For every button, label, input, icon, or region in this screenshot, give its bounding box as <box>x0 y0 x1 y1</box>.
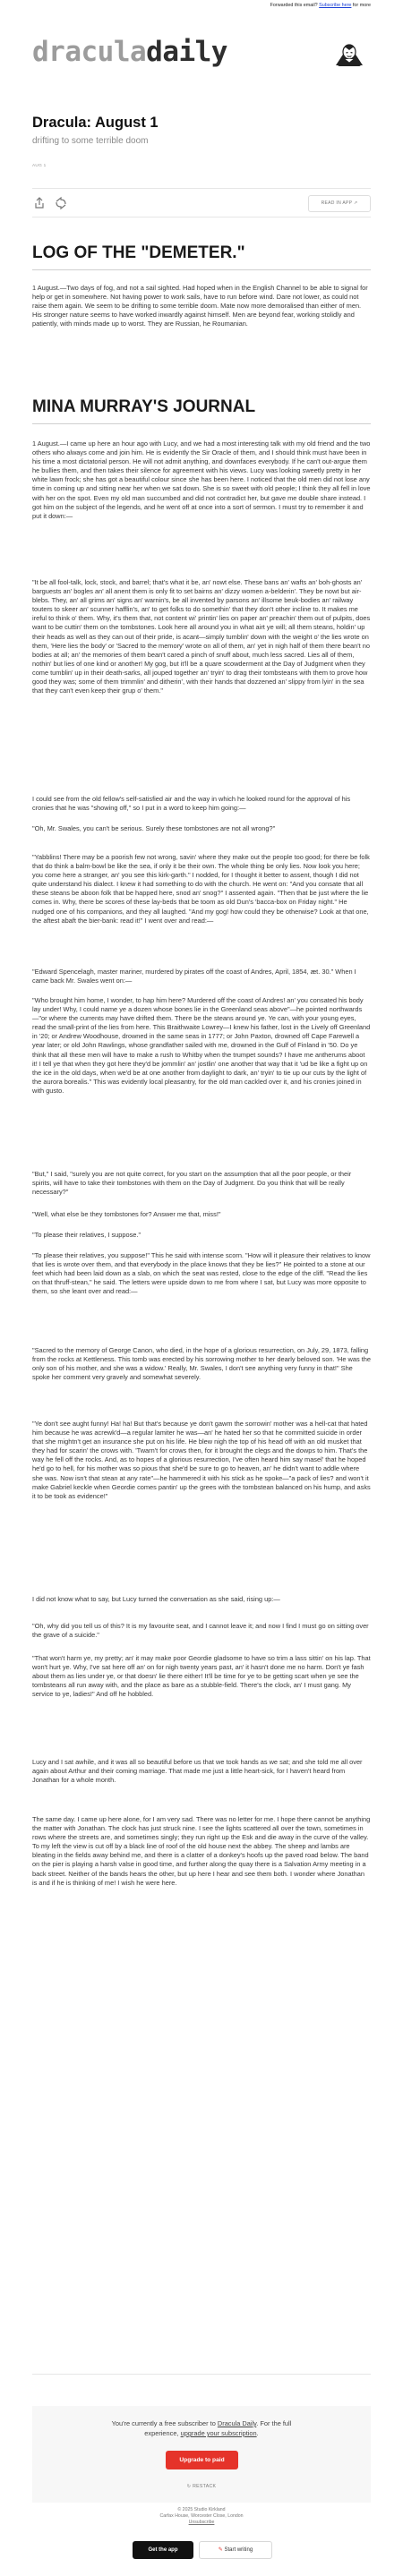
post-actions-row <box>32 192 371 217</box>
paragraph: "Ye don't see aught funny! Ha! ha! But that's because ye don't gawm the sorrowin' mother was a hell-cat that hated him because he was acrewk'd—a regular lamiter he was—an' he hated her so that he committed suicide in order that she mightn't get an insurance she put on his life. He blew nigh the top of his head off with an old musket that they had for scarin' the crows with. 'Twarn't for crows then, for it brought the clegs and the dowps to him. That's the way he fell off the rocks. And, as to hopes of a glorious resurrection, I've often heard him say masel' that he hoped he'd go to hell, for his mother was so pious that she'd be sure to go to heaven, an' he didn't want to addle where she was. Now isn't that stean at any rate"—he hammered it with his stick as he spoke—"a pack of lies? and won't it make Gabriel keckle when Geordie comes pantin' up the grees with the tombstean balanced on his hump, and asks it to be took as evidence!" <box>32 1420 371 1500</box>
paragraph: "That won't harm ye, my pretty; an' it may make poor Geordie gladsome to have so trim a lass sittin' on his lap. That won't hurt ye. Why, I've sat here off an' on for nigh twenty years past, an' it hasn't done me no harm. Don't ye fash about them as lies under ye, or that doesn' lie there either! It'll be time for ye to be getting scart when ye see the tombsteans all run away with, and the place as bare as a stubble-field. There's the clock, an' I must gang. My service to ye, ladies!" And off he hobbled. <box>32 1654 371 1699</box>
paragraph: 1 August.—Two days of fog, and not a sail sighted. Had hoped when in the English Channel to be able to signal for help or get in somewhere. Not having power to work sails, have to run before wind. Dare not lower, as could not raise them again. We seem to be drifting to some terrible doom. Mate now more demoralised than either of men. His stronger nature seems to have worked inwardly against himself. Men are beyond fear, working stolidly and patiently, with minds made up to worst. They are Russian, he Roumanian. <box>32 284 368 328</box>
forward-text: Forwarded this email? <box>270 3 318 8</box>
status-text-suffix: . For the full <box>256 2419 292 2427</box>
paragraph: "But," I said, "surely you are not quite correct, for you start on the assumption that all the poor people, or their spirits, will have to take their tombstones with them on the Day of Judgment. Do you think that will be really necessary?" <box>32 1170 352 1197</box>
divider <box>32 217 371 218</box>
paragraph: "Well, what else be they tombstones for? Answer me that, miss!" <box>32 1210 221 1218</box>
restack-button[interactable] <box>32 2484 371 2489</box>
forward-suffix: for more <box>352 3 371 8</box>
divider <box>32 2374 371 2375</box>
publication-logo[interactable] <box>32 34 227 70</box>
paragraph: "Edward Spencelagh, master mariner, murdered by pirates off the coast of Andres, April, 1854, æt. 30." When I came back Mr. Swales went on:— <box>32 968 356 985</box>
address: Carfax House, Worcester Close, London <box>159 2513 244 2520</box>
upgrade-subscription-link[interactable]: upgrade your subscription <box>180 2429 257 2437</box>
external-link-icon: ↗ <box>353 200 358 206</box>
paragraph: "Who brought him home, I wonder, to hap him here? Murdered off the coast of Andres! an' you consated his body lay under! Why, I could name ye a dozen whose bones lie in the Greenland seas above"—he pointed northwards—"or where the currents may have drifted them. There be the steans around ye. Ye can, with your young eyes, read the small-print of the lies from here. This Braithwaite Lowrey—I knew his father, lost in the Lively off Greenland in '20; or Andrew Woodhouse, drowned in the same seas in 1777; or John Paxton, drowned off Cape Farewell a year later; or old John Rawlings, whose grandfather sailed with me, drowned in the Gulf of Finland in '50. Do ye think that all these men will have to make a rush to Whitby when the trumpet sounds? I have me antherums aboot it! I tell ye that when they got here they'd be jommlin' an' jostlin' one another that way that it 'ud be like a fight up on the ice in the old days, when we'd be at one another from daylight to dark, an' tryin' to tie up our cuts by the light of the aurora borealis." This was evidently local pleasantry, for the old man cackled over it, and his cronies joined in with gusto. <box>32 996 371 1095</box>
upgrade-to-paid-button[interactable]: Upgrade to paid <box>166 2451 238 2469</box>
paragraph: The same day. I came up here alone, for I am very sad. There was no letter for me. I hope there cannot be anything the matter with Jonathan. The clock has just struck nine. I see the lights scattered all over the town, sometimes in rows where the streets are, and sometimes singly; they run right up the Esk and die away in the curve of the valley. To my left the view is cut off by a black line of roof of the old house next the abbey. The sheep and lambs are bleating in the fields away behind me, and there is a clatter of a donkey's hoofs up the paved road below. The band on the pier is playing a harsh valse in good time, and further along the quay there is a Salvation Army meeting in a back street. Neither of the bands hears the other, but up here I hear and see them both. I wonder where Jonathan is and if he is thinking of me! I wish he were here. <box>32 1815 371 1887</box>
publication-link[interactable]: Dracula Daily <box>217 2419 257 2427</box>
paragraph: I could see from the old fellow's self-satisfied air and the way in which he looked round for the approval of his cronies that he was "showing off," so I put in a word to keep him going:— <box>32 795 351 813</box>
upgrade-text: experience, <box>144 2429 179 2437</box>
paragraph: "To please their relatives, I suppose." <box>32 1231 141 1239</box>
restack-icon[interactable] <box>54 196 68 210</box>
copyright: © 2025 Studio Kirkland <box>177 2507 226 2512</box>
paragraph: I did not know what to say, but Lucy turned the conversation as she said, rising up:— <box>32 1595 280 1603</box>
restack-icon: ↻ <box>186 2484 192 2489</box>
subscriber-status-line <box>59 2418 344 2428</box>
pencil-icon: ✎ <box>218 2547 223 2553</box>
subscribe-link[interactable]: Subscribe here <box>319 3 352 8</box>
start-writing-button[interactable] <box>199 2541 272 2559</box>
dracula-avatar-icon <box>335 38 364 68</box>
restack-label: RESTACK <box>193 2484 217 2489</box>
period: . <box>256 2429 259 2437</box>
paragraph: "Oh, why did you tell us of this? It is my favourite seat, and I cannot leave it; and now I find I must go on sitting over the grave of a suicide." <box>32 1622 369 1640</box>
paragraph: "Sacred to the memory of George Canon, who died, in the hope of a glorious resurrection, on July, 29, 1873, falling from the rocks at Kettleness. This tomb was erected by his sorrowing mother to her dearly beloved son. 'He was the only son of his mother, and she was a widow.' Really, Mr. Swales, I don't see anything very funny in that!" She spoke her comment very gravely and somewhat severely. <box>32 1346 371 1382</box>
get-the-app-button[interactable]: Get the app <box>133 2541 193 2559</box>
logo-part-1: dracula <box>32 36 147 68</box>
paragraph: "Oh, Mr. Swales, you can't be serious. Surely these tombstones are not all wrong?" <box>32 824 276 832</box>
logo-part-2: daily <box>146 36 227 68</box>
share-icon[interactable] <box>32 196 47 210</box>
upgrade-line <box>59 2428 344 2438</box>
forward-bar <box>0 0 403 10</box>
status-text: You're currently a free subscriber to <box>111 2419 216 2427</box>
paragraph: 1 August.—I came up here an hour ago with Lucy, and we had a most interesting talk with my old friend and the two others who always come and join him. He is evidently the Sir Oracle of them, and I should think must have been in his time a most dictatorial person. He will not admit anything, and downfaces everybody. If he can't out-argue them he bullies them, and then takes their silence for agreement with his views. Lucy was looking sweetly pretty in her white lawn frock; she has got a beautiful colour since she has been here. I noticed that the old men did not lose any time in coming up and sitting near her when we sat down. She is so sweet with old people; I think they all fell in love with her on the spot. Even my old man succumbed and did not contradict her, but gave me double share instead. I got him on the subject of the legends, and he went off at once into a sort of sermon. I must try to remember it and put it down:— <box>32 439 371 520</box>
paragraph: "To please their relatives, you suppose!" This he said with intense scorn. "How will it pleasure their relatives to know that lies is wrote over them, and that everybody in the place knows that they be lies?" He pointed to a stone at our feet which had been laid down as a slab, on which the seat was rested, close to the edge of the cliff. "Read the lies on that thruff-stean," he said. The letters were upside down to me from where I sat, but Lucy was more opposite to them, so she leant over and read:— <box>32 1251 371 1296</box>
paragraph: Lucy and I sat awhile, and it was all so beautiful before us that we took hands as we sat; and she told me all over again about Arthur and their coming marriage. That made me just a little heart-sick, for I haven't heard from Jonathan for a whole month. <box>32 1758 363 1785</box>
legal-info <box>32 2507 371 2527</box>
section-heading: MINA MURRAY'S JOURNAL <box>32 397 371 424</box>
paragraph: "Yabblins! There may be a poorish few not wrong, savin' where they make out the people too good; for there be folk that do think a balm-bowl be like the sea, if only it be their own. The whole thing be only lies. Now look you here; you come here a stranger, an' you see this kirk-garth." I nodded, for I thought it better to assent, though I did not quite understand his dialect. I knew it had something to do with the church. He went on: "And you consate that all these steans be aboon folk that be happed here, snod an' snog?" I assented again. "Then that be just where the lie comes in. Why, there be scores of these lay-beds that be toom as old Dun's 'baccа-box on Friday night." He nudged one of his companions, and they all laughed. "And my gog! how could they be otherwise? Look at that one, the aftest abaft the bier-bank: read it!" I went over and read:— <box>32 853 370 925</box>
paragraph: "It be all fool-talk, lock, stock, and barrel; that's what it be, an' nowt else. These bans an' wafts an' boh-ghosts an' barguests an' bogles an' all anent them is only fit to set bairns an' dizzy women a-belderin'. They be nowt but air-blebs. They, an' all grims an' signs an' warnin's, be all invented by parsons an' illsome beuk-bodies an' railway touters to skeer an' scunner hafflin's, an' to get folks to do somethin' that they don't other incline to. It makes me ireful to think o' them. Why, it's them that, not content wi' printin' lies on paper an' preachin' them out of pulpits, does want to be cuttin' them on the tombstones. Look here all around you in what airt ye will; all them steans, holdin' up their heads as well as they can out of their pride, is acant—simply tumblin' down with the weight o' the lies wrote on them, 'Here lies the body' or 'Sacred to the memory' wrote on all of them, an' yet in nigh half of them there bean't no bodies at all; an' the memories of them bean't cared a pinch of snuff about, much less sacred. Lies all of them, nothin' but lies of one kind or another! My gog, but it'll be a quare scowderment at the Day of Judgment when they come tumblin' up in their death-sarks, all jouped together an' tryin' to drag their tombsteans with them to prove how good they was; some of them trimmlin' and ditherin', with their hands that dozzened an' slippy from lyin' in the sea that they can't even keep their grup o' them." <box>32 578 371 695</box>
read-in-app-button[interactable] <box>308 195 371 212</box>
post-title[interactable]: Dracula: August 1 <box>32 115 159 131</box>
section-heading: LOG OF THE "DEMETER." <box>32 243 371 270</box>
masthead <box>32 34 371 75</box>
read-in-app-label: READ IN APP <box>321 200 353 206</box>
subscription-footer <box>32 2406 371 2503</box>
post-subtitle: drifting to some terrible doom <box>32 136 149 146</box>
start-writing-label: Start writing <box>224 2547 253 2553</box>
divider <box>32 188 371 189</box>
post-date: AUG 1 <box>32 163 47 167</box>
unsubscribe-link[interactable]: Unsubscribe <box>188 2520 215 2526</box>
